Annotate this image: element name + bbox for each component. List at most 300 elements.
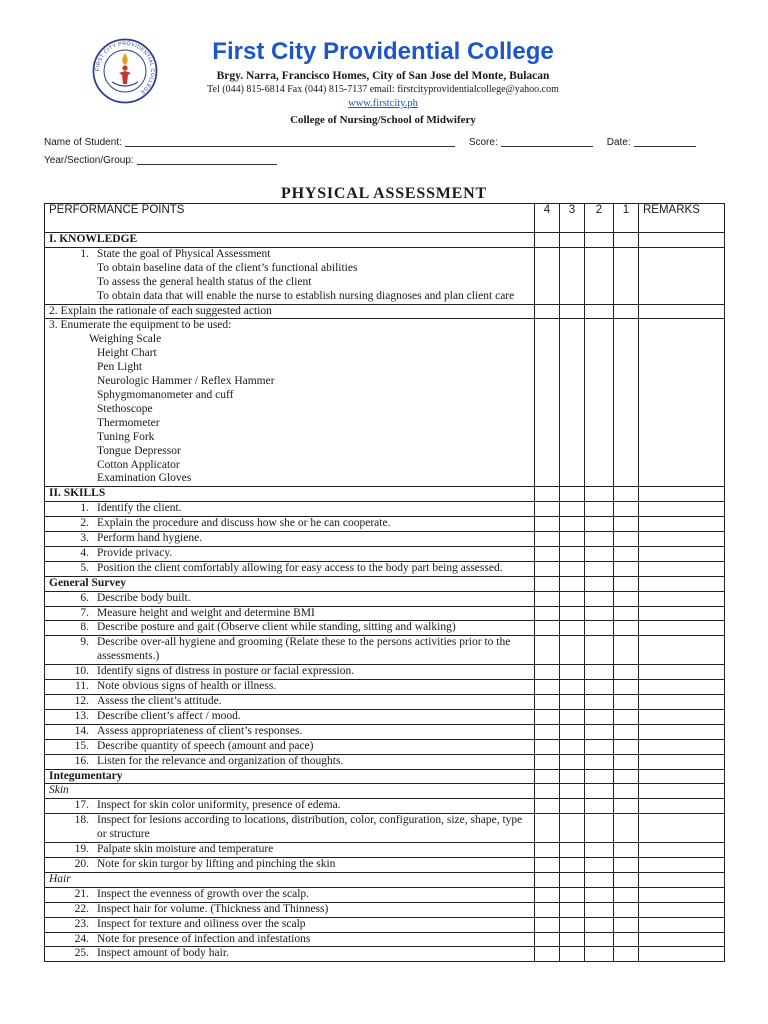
score-3-cell[interactable] bbox=[560, 621, 585, 636]
remarks-cell[interactable] bbox=[639, 517, 725, 532]
score-2-cell[interactable] bbox=[585, 887, 614, 902]
score-1-cell[interactable] bbox=[614, 636, 639, 665]
score-1-cell[interactable] bbox=[614, 621, 639, 636]
item-text: Identify signs of distress in posture or facial expression. bbox=[97, 665, 355, 678]
score-3-cell[interactable] bbox=[560, 843, 585, 858]
score-1-cell[interactable] bbox=[614, 532, 639, 547]
item-number: 7. bbox=[80, 606, 89, 619]
item-line bbox=[49, 680, 530, 694]
item-number: 4. bbox=[80, 546, 89, 559]
score-3-cell[interactable] bbox=[560, 487, 585, 502]
item-text: Note for skin turgor by lifting and pinching the skin bbox=[97, 857, 336, 870]
score-3-cell[interactable] bbox=[560, 546, 585, 561]
score-3-cell[interactable] bbox=[560, 680, 585, 695]
score-3-cell[interactable] bbox=[560, 304, 585, 319]
remarks-cell[interactable] bbox=[639, 247, 725, 304]
item-subpoint: To assess the general health status of the client bbox=[97, 275, 312, 288]
score-3-cell[interactable] bbox=[560, 739, 585, 754]
score-2-cell[interactable] bbox=[585, 739, 614, 754]
item-subpoint: To obtain data that will enable the nurse to establish nursing diagnoses and plan client care bbox=[97, 289, 515, 302]
score-1-cell[interactable] bbox=[614, 546, 639, 561]
score-2-cell[interactable] bbox=[585, 709, 614, 724]
score-2-cell[interactable] bbox=[585, 247, 614, 304]
item-number: 20. bbox=[74, 857, 89, 870]
score-2-cell[interactable] bbox=[585, 487, 614, 502]
item-text: Describe over-all hygiene and grooming (Relate these to the persons activities prior to the assessments.) bbox=[97, 636, 511, 663]
performance-point-cell bbox=[45, 561, 535, 576]
checklist-item-row bbox=[45, 917, 725, 932]
score-4-cell[interactable] bbox=[535, 304, 560, 319]
remarks-cell[interactable] bbox=[639, 591, 725, 606]
score-3-cell[interactable] bbox=[560, 814, 585, 843]
score-4-cell[interactable] bbox=[535, 843, 560, 858]
item-line bbox=[49, 532, 530, 546]
item-text: Palpate skin moisture and temperature bbox=[97, 843, 274, 856]
performance-point-cell bbox=[45, 784, 535, 799]
score-4-cell[interactable] bbox=[535, 247, 560, 304]
score-3-cell[interactable] bbox=[560, 799, 585, 814]
performance-point-cell bbox=[45, 947, 535, 962]
score-1-cell[interactable] bbox=[614, 517, 639, 532]
section-header-row bbox=[45, 576, 725, 591]
item-subpoint: Weighing Scale bbox=[89, 333, 162, 346]
score-3-cell[interactable] bbox=[560, 887, 585, 902]
score-4-cell[interactable] bbox=[535, 680, 560, 695]
score-2-cell[interactable] bbox=[585, 665, 614, 680]
item-subpoint: Sphygmomanometer and cuff bbox=[97, 388, 234, 401]
remarks-cell[interactable] bbox=[639, 546, 725, 561]
score-2-cell[interactable] bbox=[585, 621, 614, 636]
section-title: Integumentary bbox=[49, 769, 123, 782]
score-2-cell[interactable] bbox=[585, 233, 614, 248]
item-line bbox=[49, 903, 530, 917]
column-header-score-1: 1 bbox=[614, 204, 639, 233]
table-header-row bbox=[45, 204, 725, 233]
score-1-cell[interactable] bbox=[614, 917, 639, 932]
checklist-item-row bbox=[45, 502, 725, 517]
performance-point-cell bbox=[45, 769, 535, 784]
score-3-cell[interactable] bbox=[560, 591, 585, 606]
item-text: Inspect for texture and oiliness over the scalp bbox=[97, 917, 306, 930]
performance-point-cell bbox=[45, 902, 535, 917]
score-2-cell[interactable] bbox=[585, 843, 614, 858]
item-number: 18. bbox=[74, 814, 89, 827]
department-name: College of Nursing/School of Midwifery bbox=[290, 114, 476, 126]
performance-point-cell bbox=[45, 487, 535, 502]
score-4-cell[interactable] bbox=[535, 857, 560, 872]
score-3-cell[interactable] bbox=[560, 319, 585, 487]
score-1-cell[interactable] bbox=[614, 947, 639, 962]
checklist-item-row bbox=[45, 887, 725, 902]
remarks-cell[interactable] bbox=[639, 872, 725, 887]
score-2-cell[interactable] bbox=[585, 769, 614, 784]
item-line bbox=[49, 592, 530, 606]
score-3-cell[interactable] bbox=[560, 233, 585, 248]
remarks-cell[interactable] bbox=[639, 843, 725, 858]
score-2-cell[interactable] bbox=[585, 591, 614, 606]
score-2-cell[interactable] bbox=[585, 319, 614, 487]
score-1-cell[interactable] bbox=[614, 576, 639, 591]
score-3-cell[interactable] bbox=[560, 576, 585, 591]
score-3-cell[interactable] bbox=[560, 517, 585, 532]
score-4-cell[interactable] bbox=[535, 561, 560, 576]
performance-point-cell bbox=[45, 754, 535, 769]
score-4-cell[interactable] bbox=[535, 502, 560, 517]
performance-point-cell bbox=[45, 843, 535, 858]
remarks-cell[interactable] bbox=[639, 739, 725, 754]
score-3-cell[interactable] bbox=[560, 917, 585, 932]
item-text: State the goal of Physical Assessment bbox=[97, 247, 271, 260]
score-3-cell[interactable] bbox=[560, 665, 585, 680]
performance-point-cell bbox=[45, 532, 535, 547]
checklist-item-row bbox=[45, 665, 725, 680]
performance-point-cell bbox=[45, 680, 535, 695]
score-4-cell[interactable] bbox=[535, 487, 560, 502]
remarks-cell[interactable] bbox=[639, 784, 725, 799]
score-3-cell[interactable] bbox=[560, 247, 585, 304]
score-2-cell[interactable] bbox=[585, 517, 614, 532]
item-number: 17. bbox=[74, 799, 89, 812]
item-number: 14. bbox=[74, 724, 89, 737]
item-text: Describe body built. bbox=[97, 591, 191, 604]
subsection-title: Skin bbox=[49, 784, 69, 797]
score-2-cell[interactable] bbox=[585, 947, 614, 962]
remarks-cell[interactable] bbox=[639, 621, 725, 636]
score-1-cell[interactable] bbox=[614, 843, 639, 858]
remarks-cell[interactable] bbox=[639, 947, 725, 962]
score-1-cell[interactable] bbox=[614, 502, 639, 517]
checklist-item-row bbox=[45, 606, 725, 621]
item-text: Describe client’s affect / mood. bbox=[97, 709, 241, 722]
item-number: 3. bbox=[80, 532, 89, 545]
checklist-item-row bbox=[45, 724, 725, 739]
website-link[interactable]: www.firstcity.ph bbox=[348, 98, 418, 109]
score-2-cell[interactable] bbox=[585, 814, 614, 843]
performance-point-cell bbox=[45, 591, 535, 606]
score-3-cell[interactable] bbox=[560, 561, 585, 576]
score-2-cell[interactable] bbox=[585, 304, 614, 319]
score-4-cell[interactable] bbox=[535, 576, 560, 591]
score-1-cell[interactable] bbox=[614, 887, 639, 902]
item-number: 6. bbox=[80, 591, 89, 604]
score-3-cell[interactable] bbox=[560, 784, 585, 799]
score-3-cell[interactable] bbox=[560, 769, 585, 784]
score-1-cell[interactable] bbox=[614, 247, 639, 304]
score-3-cell[interactable] bbox=[560, 857, 585, 872]
score-1-cell[interactable] bbox=[614, 591, 639, 606]
score-3-cell[interactable] bbox=[560, 947, 585, 962]
contact-line: Tel (044) 815-6814 Fax (044) 815-7137 email: firstcityprovidentialcollege@yahoo.com bbox=[207, 84, 559, 95]
score-4-cell[interactable] bbox=[535, 546, 560, 561]
remarks-cell[interactable] bbox=[639, 902, 725, 917]
score-3-cell[interactable] bbox=[560, 754, 585, 769]
item-text: 3. Enumerate the equipment to be used: bbox=[49, 319, 232, 332]
college-seal bbox=[92, 38, 158, 104]
remarks-cell[interactable] bbox=[639, 636, 725, 665]
item-number: 21. bbox=[74, 887, 89, 900]
score-field[interactable] bbox=[501, 136, 593, 147]
score-4-cell[interactable] bbox=[535, 902, 560, 917]
remarks-cell[interactable] bbox=[639, 680, 725, 695]
performance-point-cell bbox=[45, 857, 535, 872]
checklist-item-row bbox=[45, 591, 725, 606]
item-text: Describe posture and gait (Observe client while standing, sitting and walking) bbox=[97, 621, 456, 634]
score-3-cell[interactable] bbox=[560, 502, 585, 517]
section-header-row bbox=[45, 769, 725, 784]
remarks-cell[interactable] bbox=[639, 665, 725, 680]
score-2-cell[interactable] bbox=[585, 636, 614, 665]
score-1-cell[interactable] bbox=[614, 319, 639, 487]
item-text: Measure height and weight and determine BMI bbox=[97, 606, 315, 619]
checklist-item-row bbox=[45, 621, 725, 636]
item-subpoint: Neurologic Hammer / Reflex Hammer bbox=[97, 375, 275, 388]
score-4-cell[interactable] bbox=[535, 591, 560, 606]
checklist-item-row bbox=[45, 636, 725, 665]
year-section-group-field[interactable] bbox=[137, 154, 277, 165]
score-3-cell[interactable] bbox=[560, 932, 585, 947]
score-1-cell[interactable] bbox=[614, 304, 639, 319]
score-4-cell[interactable] bbox=[535, 665, 560, 680]
score-4-cell[interactable] bbox=[535, 532, 560, 547]
checklist-item-row bbox=[45, 902, 725, 917]
score-4-cell[interactable] bbox=[535, 872, 560, 887]
score-3-cell[interactable] bbox=[560, 872, 585, 887]
remarks-cell[interactable] bbox=[639, 576, 725, 591]
score-3-cell[interactable] bbox=[560, 606, 585, 621]
remarks-cell[interactable] bbox=[639, 532, 725, 547]
score-1-cell[interactable] bbox=[614, 739, 639, 754]
item-line bbox=[49, 740, 530, 754]
score-2-cell[interactable] bbox=[585, 561, 614, 576]
score-3-cell[interactable] bbox=[560, 532, 585, 547]
score-1-cell[interactable] bbox=[614, 606, 639, 621]
score-2-cell[interactable] bbox=[585, 784, 614, 799]
item-line bbox=[49, 695, 530, 709]
score-1-cell[interactable] bbox=[614, 561, 639, 576]
performance-point-cell bbox=[45, 606, 535, 621]
checklist-item-row bbox=[45, 932, 725, 947]
score-1-cell[interactable] bbox=[614, 902, 639, 917]
item-number: 5. bbox=[80, 561, 89, 574]
score-4-cell[interactable] bbox=[535, 319, 560, 487]
checklist-item-row bbox=[45, 754, 725, 769]
item-subpoint: Cotton Applicator bbox=[97, 458, 180, 471]
score-1-cell[interactable] bbox=[614, 665, 639, 680]
column-header-score-4: 4 bbox=[535, 204, 560, 233]
remarks-cell[interactable] bbox=[639, 709, 725, 724]
item-line bbox=[49, 248, 530, 262]
score-3-cell[interactable] bbox=[560, 724, 585, 739]
score-4-cell[interactable] bbox=[535, 917, 560, 932]
performance-point-cell bbox=[45, 665, 535, 680]
item-text: 2. Explain the rationale of each suggested action bbox=[49, 304, 272, 317]
year-section-row bbox=[44, 152, 724, 166]
performance-point-cell bbox=[45, 546, 535, 561]
item-line bbox=[49, 710, 530, 724]
checklist-item-row bbox=[45, 546, 725, 561]
item-text: Inspect for lesions according to locations, distribution, color, configuration, size, shape, type or structure bbox=[97, 814, 523, 841]
score-1-cell[interactable] bbox=[614, 724, 639, 739]
score-4-cell[interactable] bbox=[535, 799, 560, 814]
item-number: 24. bbox=[74, 932, 89, 945]
seal-ring-text: FIRST CITY PROVIDENTIAL COLLEGE bbox=[94, 40, 156, 96]
item-line bbox=[49, 502, 530, 516]
score-2-cell[interactable] bbox=[585, 695, 614, 710]
checklist-item-row bbox=[45, 709, 725, 724]
remarks-cell[interactable] bbox=[639, 932, 725, 947]
score-1-cell[interactable] bbox=[614, 799, 639, 814]
remarks-cell[interactable] bbox=[639, 233, 725, 248]
score-label: Score: bbox=[468, 137, 498, 148]
student-name-field[interactable] bbox=[125, 136, 455, 147]
item-subpoint: To obtain baseline data of the client’s functional abilities bbox=[97, 261, 358, 274]
item-text: Inspect the evenness of growth over the scalp. bbox=[97, 887, 310, 900]
item-line bbox=[49, 636, 530, 664]
score-2-cell[interactable] bbox=[585, 754, 614, 769]
item-text: Note for presence of infection and infestations bbox=[97, 932, 311, 945]
score-2-cell[interactable] bbox=[585, 532, 614, 547]
remarks-cell[interactable] bbox=[639, 561, 725, 576]
checklist-item-row bbox=[45, 947, 725, 962]
score-2-cell[interactable] bbox=[585, 680, 614, 695]
item-number: 12. bbox=[74, 695, 89, 707]
remarks-cell[interactable] bbox=[639, 814, 725, 843]
score-2-cell[interactable] bbox=[585, 932, 614, 947]
remarks-cell[interactable] bbox=[639, 799, 725, 814]
score-1-cell[interactable] bbox=[614, 814, 639, 843]
score-2-cell[interactable] bbox=[585, 872, 614, 887]
remarks-cell[interactable] bbox=[639, 857, 725, 872]
item-number: 10. bbox=[74, 665, 89, 678]
checklist-body bbox=[45, 233, 725, 962]
score-1-cell[interactable] bbox=[614, 932, 639, 947]
performance-point-cell bbox=[45, 319, 535, 487]
score-4-cell[interactable] bbox=[535, 887, 560, 902]
section-title: II. SKILLS bbox=[49, 487, 106, 500]
score-2-cell[interactable] bbox=[585, 724, 614, 739]
student-info-row bbox=[44, 134, 724, 148]
score-4-cell[interactable] bbox=[535, 621, 560, 636]
performance-point-cell bbox=[45, 304, 535, 319]
score-2-cell[interactable] bbox=[585, 799, 614, 814]
date-field[interactable] bbox=[634, 136, 696, 147]
remarks-cell[interactable] bbox=[639, 606, 725, 621]
score-4-cell[interactable] bbox=[535, 517, 560, 532]
performance-point-cell bbox=[45, 233, 535, 248]
item-line bbox=[49, 918, 530, 932]
score-3-cell[interactable] bbox=[560, 636, 585, 665]
score-3-cell[interactable] bbox=[560, 695, 585, 710]
item-subpoint: Thermometer bbox=[97, 416, 160, 429]
remarks-cell[interactable] bbox=[639, 769, 725, 784]
score-1-cell[interactable] bbox=[614, 709, 639, 724]
score-1-cell[interactable] bbox=[614, 695, 639, 710]
remarks-cell[interactable] bbox=[639, 487, 725, 502]
score-1-cell[interactable] bbox=[614, 233, 639, 248]
score-2-cell[interactable] bbox=[585, 917, 614, 932]
item-number: 19. bbox=[74, 843, 89, 856]
score-3-cell[interactable] bbox=[560, 709, 585, 724]
item-line bbox=[49, 933, 530, 947]
checklist-item-row bbox=[45, 532, 725, 547]
score-4-cell[interactable] bbox=[535, 724, 560, 739]
checklist-item-row bbox=[45, 695, 725, 710]
column-header-score-3: 3 bbox=[560, 204, 585, 233]
checklist-item-row bbox=[45, 247, 725, 304]
score-4-cell[interactable] bbox=[535, 606, 560, 621]
item-line bbox=[49, 562, 530, 576]
remarks-cell[interactable] bbox=[639, 724, 725, 739]
item-number: 2. bbox=[80, 517, 89, 530]
score-2-cell[interactable] bbox=[585, 576, 614, 591]
score-1-cell[interactable] bbox=[614, 872, 639, 887]
section-header-row bbox=[45, 233, 725, 248]
performance-point-cell bbox=[45, 872, 535, 887]
score-4-cell[interactable] bbox=[535, 784, 560, 799]
college-address: Brgy. Narra, Francisco Homes, City of San Jose del Monte, Bulacan bbox=[216, 70, 550, 82]
score-4-cell[interactable] bbox=[535, 709, 560, 724]
score-4-cell[interactable] bbox=[535, 814, 560, 843]
score-2-cell[interactable] bbox=[585, 502, 614, 517]
score-4-cell[interactable] bbox=[535, 932, 560, 947]
item-number: 9. bbox=[80, 636, 89, 649]
score-4-cell[interactable] bbox=[535, 769, 560, 784]
item-subpoint: Examination Gloves bbox=[97, 472, 192, 485]
remarks-cell[interactable] bbox=[639, 754, 725, 769]
remarks-cell[interactable] bbox=[639, 695, 725, 710]
item-text: Position the client comfortably allowing for easy access to the body part being assessed. bbox=[97, 561, 503, 574]
score-4-cell[interactable] bbox=[535, 947, 560, 962]
remarks-cell[interactable] bbox=[639, 319, 725, 487]
item-line bbox=[49, 858, 530, 872]
score-2-cell[interactable] bbox=[585, 546, 614, 561]
score-1-cell[interactable] bbox=[614, 857, 639, 872]
remarks-cell[interactable] bbox=[639, 502, 725, 517]
performance-point-cell bbox=[45, 709, 535, 724]
score-1-cell[interactable] bbox=[614, 784, 639, 799]
item-line bbox=[49, 665, 530, 679]
item-number: 1. bbox=[80, 502, 89, 515]
score-1-cell[interactable] bbox=[614, 769, 639, 784]
item-line bbox=[49, 799, 530, 813]
score-2-cell[interactable] bbox=[585, 902, 614, 917]
score-2-cell[interactable] bbox=[585, 857, 614, 872]
score-1-cell[interactable] bbox=[614, 754, 639, 769]
remarks-cell[interactable] bbox=[639, 304, 725, 319]
score-1-cell[interactable] bbox=[614, 487, 639, 502]
column-header-score-2: 2 bbox=[585, 204, 614, 233]
item-line bbox=[49, 607, 530, 621]
date-label: Date: bbox=[606, 137, 631, 148]
score-4-cell[interactable] bbox=[535, 636, 560, 665]
year-section-group-label: Year/Section/Group: bbox=[44, 155, 134, 166]
checklist-item-row bbox=[45, 561, 725, 576]
score-1-cell[interactable] bbox=[614, 680, 639, 695]
remarks-cell[interactable] bbox=[639, 887, 725, 902]
score-4-cell[interactable] bbox=[535, 739, 560, 754]
performance-point-cell bbox=[45, 502, 535, 517]
score-4-cell[interactable] bbox=[535, 754, 560, 769]
score-3-cell[interactable] bbox=[560, 902, 585, 917]
assessment-checklist-table bbox=[44, 203, 725, 962]
score-4-cell[interactable] bbox=[535, 233, 560, 248]
score-4-cell[interactable] bbox=[535, 695, 560, 710]
item-line bbox=[49, 947, 530, 961]
item-text: Listen for the relevance and organization of thoughts. bbox=[97, 754, 344, 767]
remarks-cell[interactable] bbox=[639, 917, 725, 932]
score-2-cell[interactable] bbox=[585, 606, 614, 621]
item-text: Note obvious signs of health or illness. bbox=[97, 680, 277, 693]
